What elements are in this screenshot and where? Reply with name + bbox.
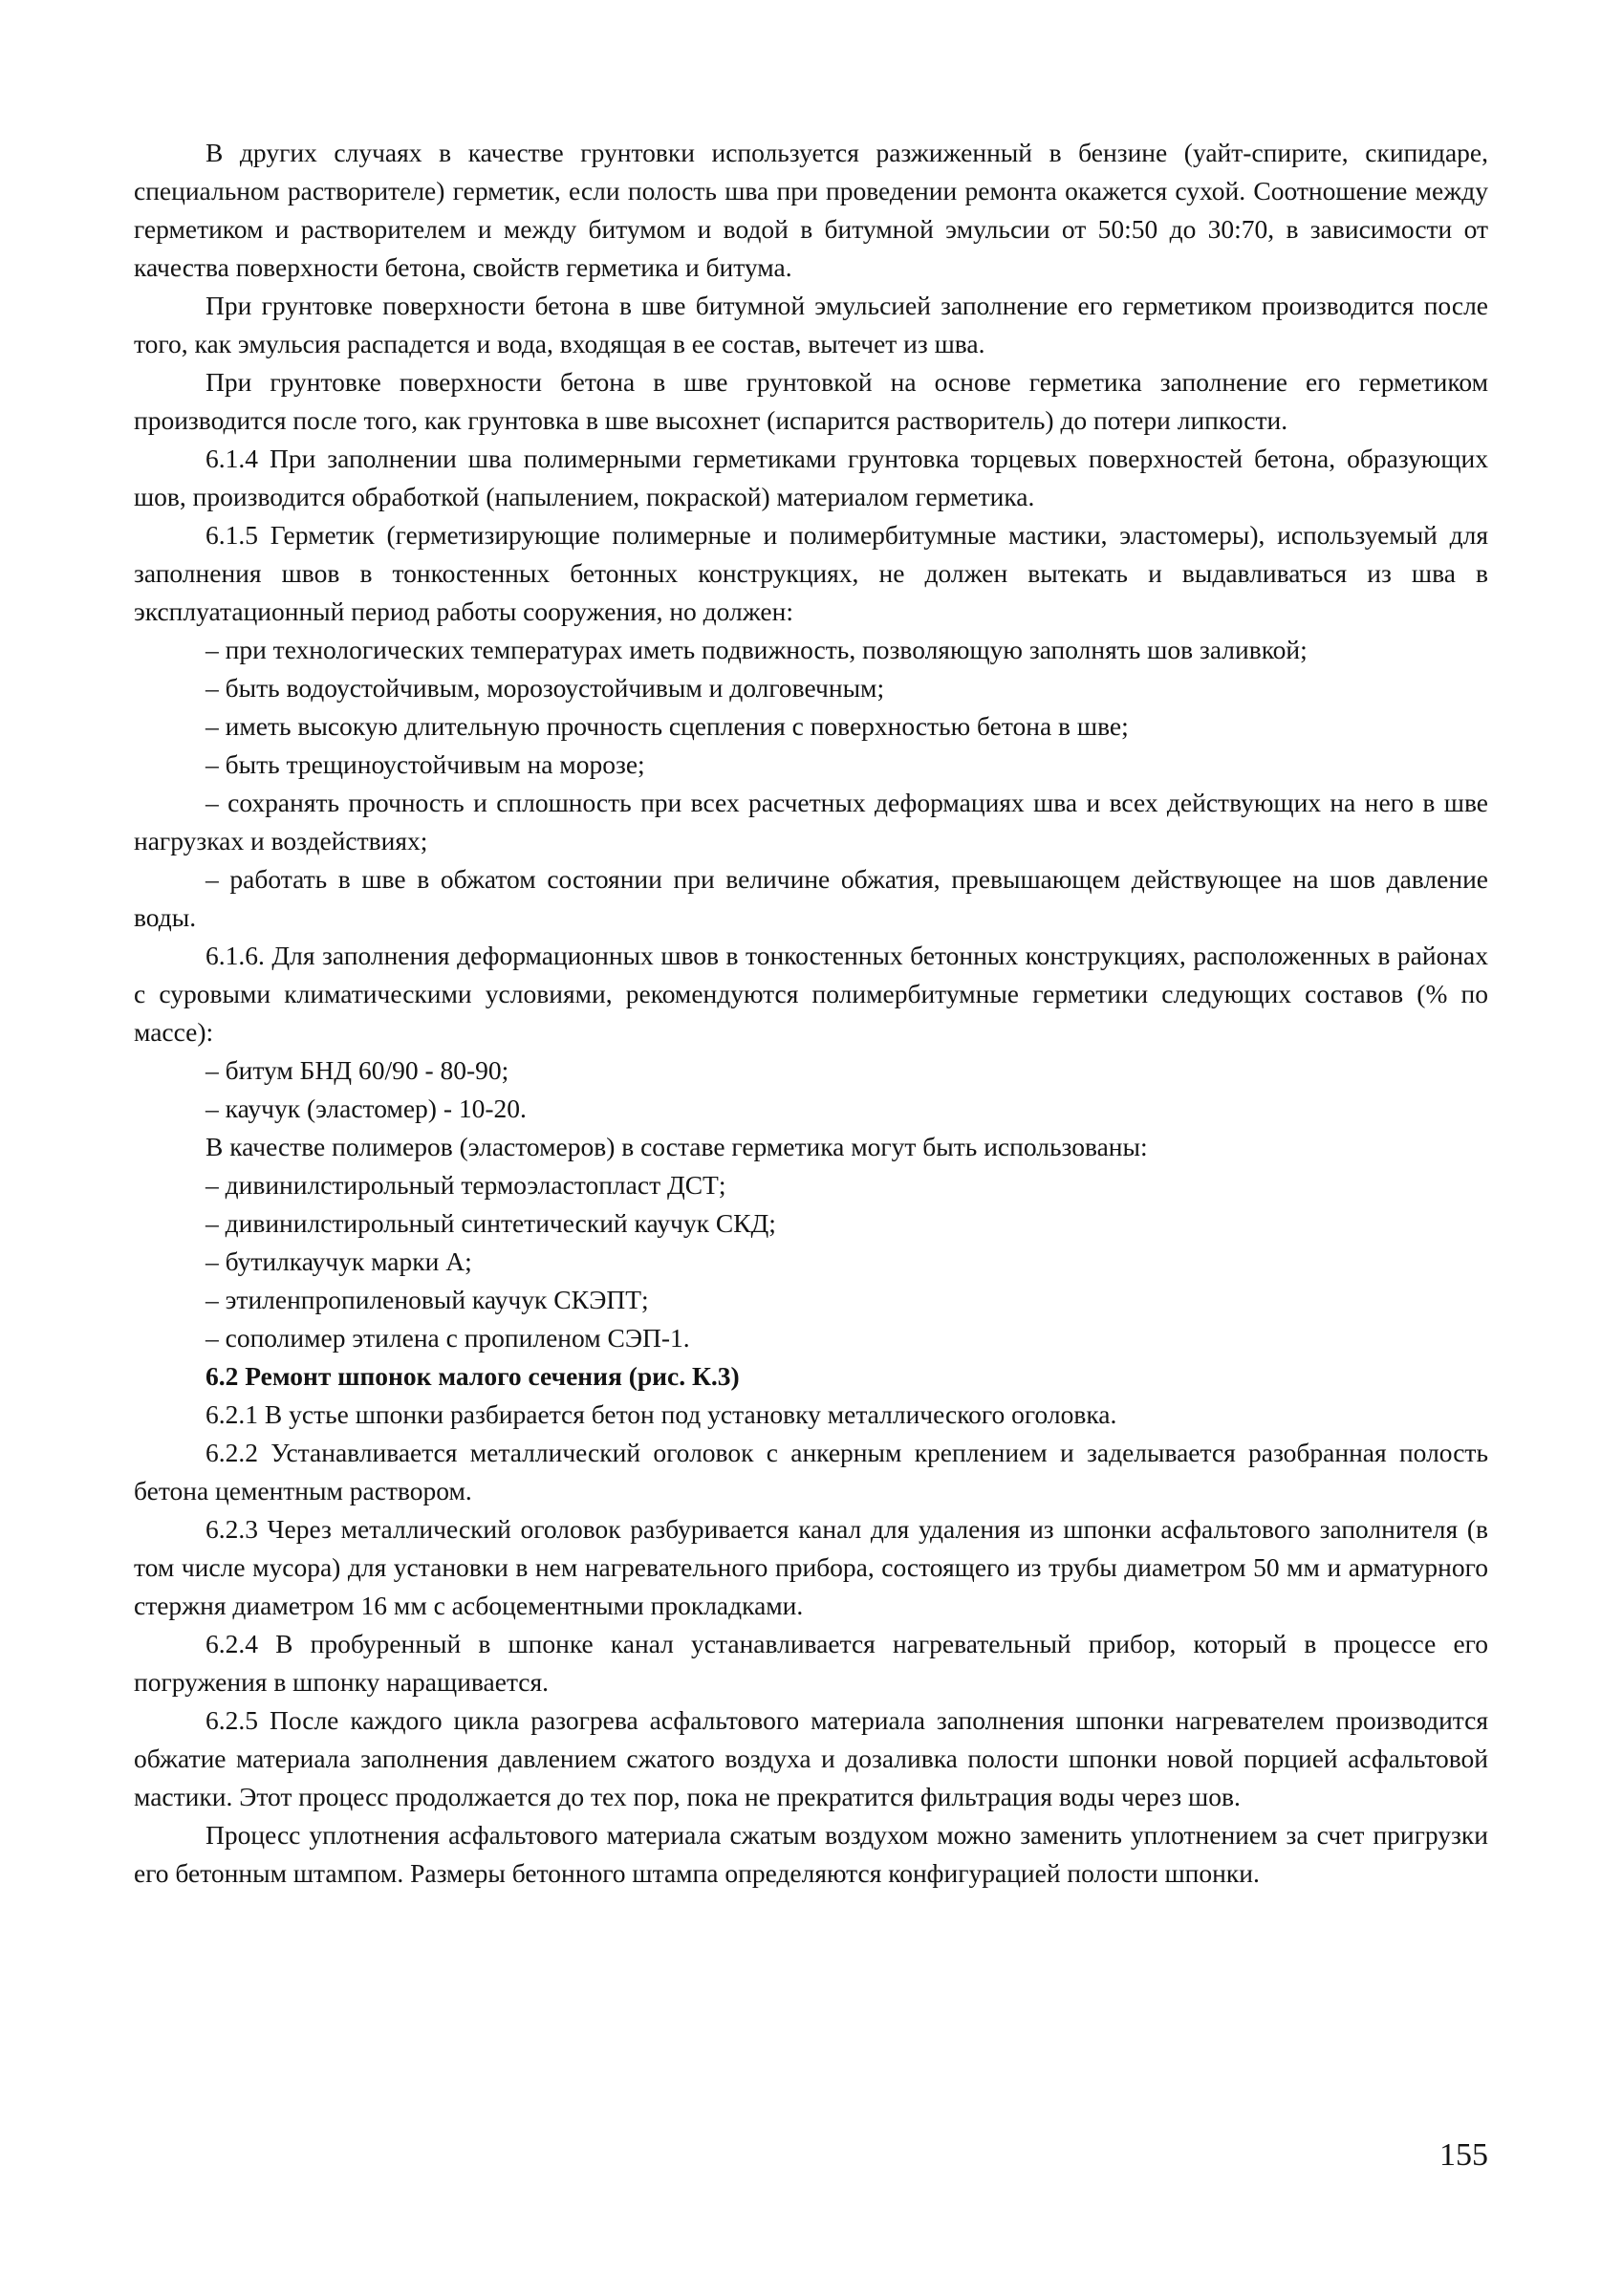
paragraph: При грунтовке поверхности бетона в шве грунтовкой на основе герметика заполнение его герметиком производится после того, как грунтовка в шве высохнет (испарится растворитель) до потери липкости. <box>134 367 1488 435</box>
paragraph: 6.1.4 При заполнении шва полимерными герметиками грунтовка торцевых поверхностей бетона, образующих шов, производится обработкой (напылением, покраской) материалом герметика. <box>134 444 1488 511</box>
section-heading: 6.2 Ремонт шпонок малого сечения (рис. К.3) <box>205 1361 740 1391</box>
list-item: – каучук (эластомер) - 10-20. <box>205 1094 527 1123</box>
list-item: – иметь высокую длительную прочность сцепления с поверхностью бетона в шве; <box>205 711 1129 741</box>
paragraph: В других случаях в качестве грунтовки используется разжиженный в бензине (уайт-спирите, скипидаре, специальном растворителе) герметик, если полость шва при проведении ремонта окажется сухой. Соотношение между герметиком и растворителем и между битумом и водой в битумной эмульсии от 50:50 до 30:70, в зависимости от качества поверхности бетона, свойств герметика и битума. <box>134 138 1488 282</box>
body-text <box>134 134 1488 1893</box>
list-item: – этиленпропиленовый каучук СКЭПТ; <box>205 1285 649 1314</box>
list-item: – при технологических температурах иметь подвижность, позволяющую заполнять шов заливкой; <box>205 635 1308 664</box>
paragraph: Процесс уплотнения асфальтового материала сжатым воздухом можно заменить уплотнением за счет пригрузки его бетонным штампом. Размеры бетонного штампа определяются конфигурацией полости шпонки. <box>134 1820 1488 1888</box>
list-item: – быть трещиноустойчивым на морозе; <box>205 749 645 779</box>
list-item: – дивинилстирольный синтетический каучук СКД; <box>205 1208 776 1238</box>
list-item: – бутилкаучук марки А; <box>205 1246 472 1276</box>
paragraph: 6.2.2 Устанавливается металлический оголовок с анкерным креплением и заделывается разобранная полость бетона цементным раствором. <box>134 1438 1488 1505</box>
list-item: – сополимер этилена с пропиленом СЭП-1. <box>205 1323 690 1353</box>
list-item: – битум БНД 60/90 - 80-90; <box>205 1055 509 1085</box>
paragraph: 6.1.6. Для заполнения деформационных швов в тонкостенных бетонных конструкциях, расположенных в районах с суровыми климатическими условиями, рекомендуются полимербитумные герметики следующих составов (% по массе): <box>134 941 1488 1047</box>
paragraph: В качестве полимеров (эластомеров) в составе герметика могут быть использованы: <box>205 1132 1148 1161</box>
paragraph: 6.2.5 После каждого цикла разогрева асфальтового материала заполнения шпонки нагревателем производится обжатие материала заполнения давлением сжатого воздуха и дозаливка полости шпонки новой порцией асфальтовой мастики. Этот процесс продолжается до тех пор, пока не прекратится фильтрация воды через шов. <box>134 1705 1488 1811</box>
paragraph: 6.2.3 Через металлический оголовок разбуривается канал для удаления из шпонки асфальтового заполнителя (в том числе мусора) для установки в нем нагревательного прибора, состоящего из трубы диаметром 50 мм и арматурного стержня диаметром 16 мм с асбоцементными прокладками. <box>134 1514 1488 1620</box>
paragraph: При грунтовке поверхности бетона в шве битумной эмульсией заполнение его герметиком производится после того, как эмульсия распадется и вода, входящая в ее состав, вытечет из шва. <box>134 291 1488 358</box>
list-item: – работать в шве в обжатом состоянии при величине обжатия, превышающем действующее на шов давление воды. <box>134 864 1488 932</box>
list-item: – дивинилстирольный термоэластопласт ДСТ; <box>205 1170 726 1200</box>
paragraph: 6.2.4 В пробуренный в шпонке канал устанавливается нагревательный прибор, который в процессе его погружения в шпонку наращивается. <box>134 1629 1488 1697</box>
list-item: – сохранять прочность и сплошность при всех расчетных деформациях шва и всех действующих на него в шве нагрузках и воздействиях; <box>134 788 1488 856</box>
paragraph: 6.1.5 Герметик (герметизирующие полимерные и полимербитумные мастики, эластомеры), используемый для заполнения швов в тонкостенных бетонных конструкциях, не должен вытекать и выдавливаться из шва в эксплуатационный период работы сооружения, но должен: <box>134 520 1488 626</box>
paragraph: 6.2.1 В устье шпонки разбирается бетон под установку металлического оголовка. <box>205 1399 1117 1429</box>
page-number: 155 <box>1439 2137 1488 2173</box>
list-item: – быть водоустойчивым, морозоустойчивым и долговечным; <box>205 673 885 703</box>
